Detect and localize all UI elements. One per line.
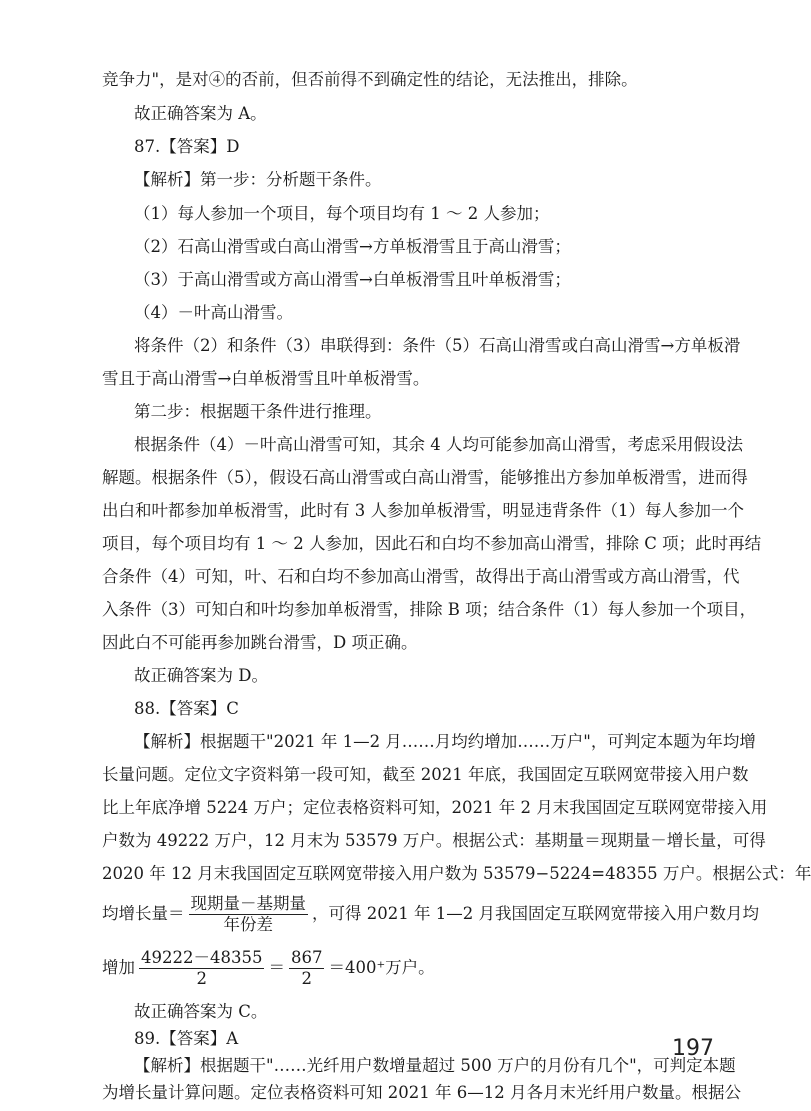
text-line: 【解析】根据题干"2021 年 1—2 月……月均约增加……万户"，可判定本题为年均增: [134, 732, 756, 751]
text-line: 比上年底净增 5224 万户；定位表格资料可知，2021 年 2 月末我国固定互联网宽带接入用: [102, 798, 768, 817]
text-line: （2）石高山滑雪或白高山滑雪→方单板滑雪且于高山滑雪；: [134, 237, 571, 256]
text-line: 第二步：根据题干条件进行推理。: [134, 402, 382, 421]
fraction-denominator: 年份差: [223, 915, 273, 934]
fraction-numerator: 49222－48355: [141, 948, 263, 967]
text-line: 将条件（2）和条件（3）串联得到：条件（5）石高山滑雪或白高山滑雪→方单板滑: [134, 336, 741, 355]
page-number: 197: [672, 1036, 714, 1061]
text-line: 【解析】第一步：分析题干条件。: [134, 170, 382, 189]
equals-sign: ＝: [268, 958, 285, 977]
fraction-numerator: 867: [290, 948, 323, 967]
text-line: 【解析】根据题干"……光纤用户数增量超过 500 万户的月份有几个"，可判定本题: [134, 1056, 736, 1075]
formula-monthly-increase: [102, 948, 708, 989]
fraction: [139, 948, 264, 989]
text-line: 项目，每个项目均有 1 ～ 2 人参加，因此石和白均不参加高山滑雪，排除 C 项；此时再结: [102, 534, 762, 553]
fraction: [189, 894, 309, 935]
text-line: 解题。根据条件（5），假设石高山滑雪或白高山滑雪，能够推出方参加单板滑雪，进而得: [102, 468, 748, 487]
formula-suffix: ＝400⁺万户。: [328, 958, 435, 977]
text-line: 2020 年 12 月末我国固定互联网宽带接入用户数为 53579−5224=48355 万户。根据公式：年: [102, 864, 811, 883]
text-line: 故正确答案为 A。: [134, 104, 267, 123]
text-line: 竞争力"，是对④的否前，但否前得不到确定性的结论，无法推出，排除。: [102, 70, 638, 89]
text-line: 故正确答案为 D。: [134, 666, 268, 685]
answer-heading-88: 88.【答案】C: [134, 699, 239, 718]
text-line: （4）－叶高山滑雪。: [134, 303, 293, 322]
text-line: 合条件（4）可知，叶、石和白均不参加高山滑雪，故得出于高山滑雪或方高山滑雪，代: [102, 567, 740, 586]
fraction-denominator: 2: [301, 969, 312, 988]
text-line: （3）于高山滑雪或方高山滑雪→白单板滑雪且叶单板滑雪；: [134, 270, 571, 289]
text-line: 长量问题。定位文字资料第一段可知，截至 2021 年底，我国固定互联网宽带接入用户数: [102, 765, 749, 784]
text-line: （1）每人参加一个项目，每个项目均有 1 ～ 2 人参加；: [134, 204, 550, 223]
text-line: 根据条件（4）－叶高山滑雪可知，其余 4 人均可能参加高山滑雪，考虑采用假设法: [134, 435, 743, 454]
formula-suffix: ，可得 2021 年 1—2 月我国固定互联网宽带接入用户数月均: [312, 904, 759, 923]
text-line: 为增长量计算问题。定位表格资料可知 2021 年 6—12 月各月末光纤用户数量。根据公: [102, 1083, 741, 1102]
fraction-numerator: 现期量－基期量: [190, 894, 306, 913]
formula-prefix: 均增长量＝: [102, 904, 185, 923]
text-line: 雪且于高山滑雪→白单板滑雪且叶单板滑雪。: [102, 369, 430, 388]
formula-prefix: 增加: [102, 958, 135, 977]
formula-avg-growth: [102, 894, 759, 935]
answer-heading-89: 89.【答案】A: [134, 1029, 239, 1048]
text-line: 故正确答案为 C。: [134, 1002, 268, 1021]
answer-heading-87: 87.【答案】D: [134, 137, 240, 156]
text-line: 户数为 49222 万户，12 月末为 53579 万户。根据公式：基期量＝现期量－增长量，可得: [102, 831, 766, 850]
text-line: 入条件（3）可知白和叶均参加单板滑雪，排除 B 项；结合条件（1）每人参加一个项目，: [102, 600, 757, 619]
text-line: 出白和叶都参加单板滑雪，此时有 3 人参加单板滑雪，明显违背条件（1）每人参加一个: [102, 501, 744, 520]
text-line: 因此白不可能再参加跳台滑雪，D 项正确。: [102, 633, 418, 652]
fraction-denominator: 2: [196, 969, 207, 988]
fraction: [289, 948, 325, 989]
